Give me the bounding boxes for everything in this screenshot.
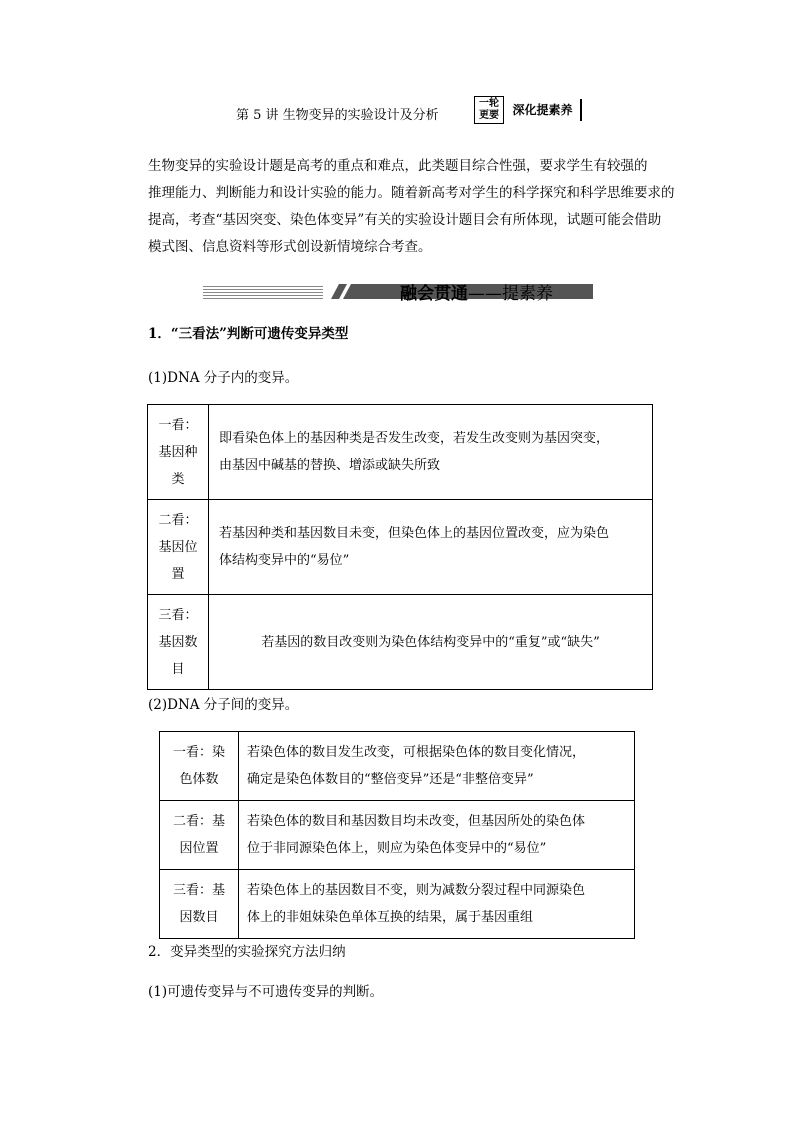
section1-heading: 1．“三看法”判断可遗传变异类型 — [148, 326, 349, 342]
key-line: 基因种 — [158, 444, 198, 460]
value-line: 若基因种类和基因数目未变，但染色体上的基因位置改变，应为染色 — [219, 526, 610, 541]
value-line: 若染色体的数目和基因数目均未改变，但基因所处的染色体 — [247, 814, 586, 829]
table-dna-within — [147, 404, 653, 690]
banner-title — [400, 279, 553, 304]
row-key — [148, 500, 209, 595]
page-title-text: 第 5 讲 生物变异的实验设计及分析 — [236, 108, 439, 123]
banner-hatch — [203, 284, 323, 299]
intro-line: 模式图、信息资料等形式创设新情境综合考查。 — [148, 239, 432, 255]
badge-left-line: 更要 — [479, 110, 499, 121]
value-line: 若染色体的数目发生改变，可根据染色体的数目变化情况， — [247, 745, 586, 760]
key-line: 因位置 — [179, 841, 219, 856]
chapter-badge — [474, 96, 584, 124]
row-value — [239, 801, 635, 870]
key-line: 二看：基 — [172, 814, 225, 829]
value-line: 由基因中碱基的替换、增添或缺失所致 — [219, 458, 441, 473]
table-row — [148, 405, 653, 500]
banner-title-dash: —— — [468, 284, 502, 304]
row-value — [209, 595, 653, 690]
value-line: 体结构变异中的“易位” — [219, 553, 350, 568]
table-row — [160, 801, 635, 870]
value-line: 确定是染色体数目的“整倍变异”还是“非整倍变异” — [247, 772, 534, 787]
section2-sub1: (1)可遗传变异与不可遗传变异的判断。 — [148, 984, 384, 1000]
row-key — [148, 405, 209, 500]
badge-left — [474, 96, 504, 124]
table-row — [160, 870, 635, 939]
row-value — [209, 500, 653, 595]
table-row — [148, 500, 653, 595]
badge-right: 深化提素养 — [505, 99, 582, 121]
key-line: 因数目 — [179, 910, 219, 925]
row-value — [239, 870, 635, 939]
key-line: 一看： — [158, 417, 198, 433]
table-dna-between — [159, 731, 635, 939]
section1-sub1: (1)DNA 分子内的变异。 — [148, 370, 299, 386]
key-line: 三看：基 — [172, 883, 225, 898]
value-line: 若染色体上的基因数目不变，则为减数分裂过程中同源染色 — [247, 883, 586, 898]
key-line: 色体数 — [179, 772, 219, 787]
value-line: 若基因的数目改变则为染色体结构变异中的“重复”或“缺失” — [261, 634, 600, 650]
banner-title-bold: 融会贯通 — [400, 284, 468, 304]
value-line: 体上的非姐妹染色单体互换的结果，属于基因重组 — [247, 910, 534, 925]
key-line: 三看： — [158, 607, 198, 623]
key-line: 一看：染 — [172, 745, 225, 760]
value-line: 即看染色体上的基因种类是否发生改变，若发生改变则为基因突变， — [219, 431, 610, 446]
row-key — [160, 870, 239, 939]
row-value — [209, 405, 653, 500]
table-row — [160, 732, 635, 801]
banner-title-light: 提素养 — [502, 284, 553, 304]
key-line: 类 — [171, 471, 185, 487]
row-key — [160, 801, 239, 870]
table-row — [148, 595, 653, 690]
intro-paragraph — [148, 153, 678, 261]
intro-line: 提高，考查“基因突变、染色体变异”有关的实验设计题目会有所体现，试题可能会借助 — [148, 212, 662, 228]
section1-sub2: (2)DNA 分子间的变异。 — [148, 697, 299, 713]
page-title — [236, 104, 439, 123]
row-value — [239, 732, 635, 801]
intro-line: 推理能力、判断能力和设计实验的能力。随着新高考对学生的科学探究和科学思维要求的 — [148, 185, 675, 201]
section2-heading: 2．变异类型的实验探究方法归纳 — [148, 944, 346, 960]
key-line: 基因位 — [158, 539, 198, 555]
row-key — [160, 732, 239, 801]
row-key — [148, 595, 209, 690]
value-line: 位于非同源染色体上，则应为染色体变异中的“易位” — [247, 841, 547, 856]
intro-line: 生物变异的实验设计题是高考的重点和难点，此类题目综合性强，要求学生有较强的 — [148, 158, 648, 174]
key-line: 基因数 — [158, 634, 198, 650]
key-line: 二看： — [158, 512, 198, 528]
key-line: 目 — [171, 661, 185, 677]
badge-left-line: 一轮 — [479, 98, 499, 109]
key-line: 置 — [171, 566, 185, 582]
